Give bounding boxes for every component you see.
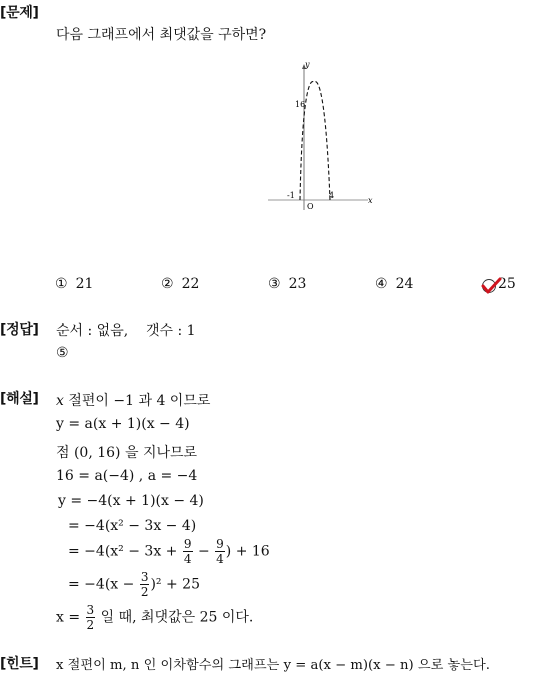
question-text: 다음 그래프에서 최댓값을 구하면? — [56, 27, 267, 43]
y-axis-label: y — [305, 60, 310, 69]
option-value: 21 — [75, 276, 94, 292]
origin-label: O — [307, 202, 314, 211]
hint-header: [힌트] — [0, 656, 39, 672]
option-number: ① — [55, 276, 68, 292]
option-number: ② — [161, 276, 174, 292]
option-value: 23 — [288, 276, 307, 292]
option-5[interactable] — [482, 276, 516, 292]
explanation-line-9: x = $\frac{3}{2}$ 일 때, 최댓값은 25 이다. — [56, 603, 254, 632]
explanation-line-7: = −4(x² − 3x + $\frac{9}{4}$ − $\frac{9}{4}$ ) + 16 — [68, 537, 270, 566]
explanation-line-2: y = a(x + 1)(x − 4) — [56, 416, 190, 432]
option-value: 24 — [395, 276, 414, 292]
answer-header: [정답] — [0, 322, 39, 338]
option-value: 25 — [498, 276, 516, 292]
y-tick-16: 16 — [295, 100, 306, 109]
hint-text: x 절편이 m, n 인 이차함수의 그래프는 y = a(x − m)(x − n) 으로 놓는다. — [56, 658, 490, 673]
explanation-line-6: = −4(x² − 3x − 4) — [68, 518, 197, 534]
fraction-9-4: $\frac{9}{4}$ — [216, 537, 224, 566]
fraction-3-2: $\frac{3}{2}$ — [140, 570, 149, 599]
x-tick-4: 4 — [329, 191, 335, 200]
x-axis-label: x — [368, 196, 373, 205]
answer-number: ⑤ — [56, 345, 69, 361]
option-4[interactable] — [375, 276, 413, 292]
option-1[interactable] — [55, 276, 93, 292]
explanation-line-1: x 절편이 −1 과 4 이므로 — [56, 393, 211, 409]
x-tick-minus1: -1 — [287, 191, 295, 200]
option-value: 22 — [181, 276, 200, 292]
explanation-header: [해설] — [0, 391, 39, 407]
option-3[interactable] — [268, 276, 306, 292]
option-number: ③ — [268, 276, 281, 292]
fraction-3-2: $\frac{3}{2}$ — [86, 603, 95, 632]
option-2[interactable] — [161, 276, 199, 292]
explanation-line-3: 점 (0, 16) 을 지나므로 — [56, 445, 198, 461]
explanation-line-8: = −4(x − $\frac{3}{2}$ )² + 25 — [68, 570, 200, 599]
problem-header: [문제] — [0, 5, 39, 21]
option-number: ④ — [375, 276, 388, 292]
explanation-line-5: y = −4(x + 1)(x − 4) — [58, 493, 204, 509]
fraction-9-4: $\frac{9}{4}$ — [183, 537, 192, 566]
explanation-line-4: 16 = a(−4) , a = −4 — [56, 468, 198, 484]
answer-info: 순서 : 없음, 갯수 : 1 — [56, 323, 196, 339]
parabola-graph — [262, 58, 382, 218]
